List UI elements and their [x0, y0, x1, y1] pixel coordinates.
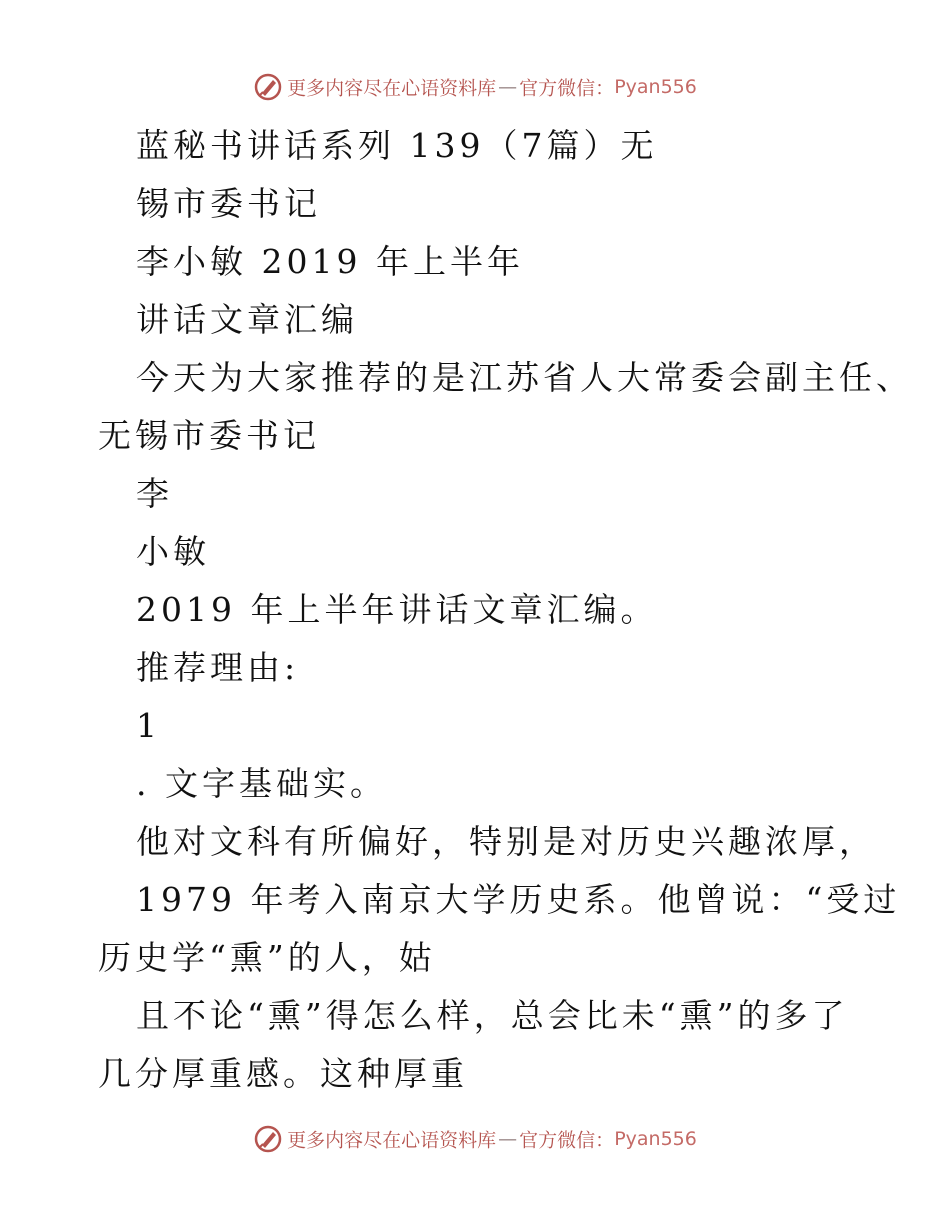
text-line: 李 — [136, 474, 173, 513]
text-line: 且不论“熏”得怎么样，总会比未“熏”的多了 — [136, 996, 849, 1035]
text-line: 推荐理由: — [136, 648, 300, 687]
text-line: 李小敏 2019 年上半年 — [136, 242, 524, 281]
text-line: 历史学“熏”的人，姑 — [98, 938, 436, 977]
watermark-brand: 更多内容尽在心语资料库 — [287, 77, 497, 100]
watermark-wechat-id: Pyan556 — [614, 76, 697, 98]
text-line: 蓝秘书讲话系列 139（7篇）无 — [136, 126, 658, 165]
text-line: 锡市委书记 — [136, 184, 321, 223]
watermark-separator: — — [498, 1128, 518, 1150]
text-line: 几分厚重感。这种厚重 — [98, 1054, 468, 1093]
text-line: 2019 年上半年讲话文章汇编。 — [136, 590, 658, 629]
text-line: 无锡市委书记 — [98, 416, 320, 455]
text-line: 1979 年考入南京大学历史系。他曾说：“受过 — [136, 880, 901, 919]
watermark-wechat-id: Pyan556 — [614, 1128, 697, 1150]
text-line: . 文字基础实。 — [136, 764, 387, 803]
text-line: 他对文科有所偏好，特别是对历史兴趣浓厚， — [136, 822, 876, 861]
watermark-separator: — — [498, 76, 518, 98]
watermark-footer — [0, 1124, 950, 1154]
pen-logo-icon — [253, 1124, 283, 1154]
watermark-brand: 更多内容尽在心语资料库 — [287, 1129, 497, 1152]
watermark-wechat-label: 官方微信： — [519, 1129, 615, 1152]
text-line: 讲话文章汇编 — [136, 300, 358, 339]
text-line: 今天为大家推荐的是江苏省人大常委会副主任、 — [136, 358, 913, 397]
text-line: 小敏 — [136, 532, 210, 571]
watermark-wechat-label: 官方微信： — [519, 77, 615, 100]
text-line: 1 — [136, 706, 161, 745]
